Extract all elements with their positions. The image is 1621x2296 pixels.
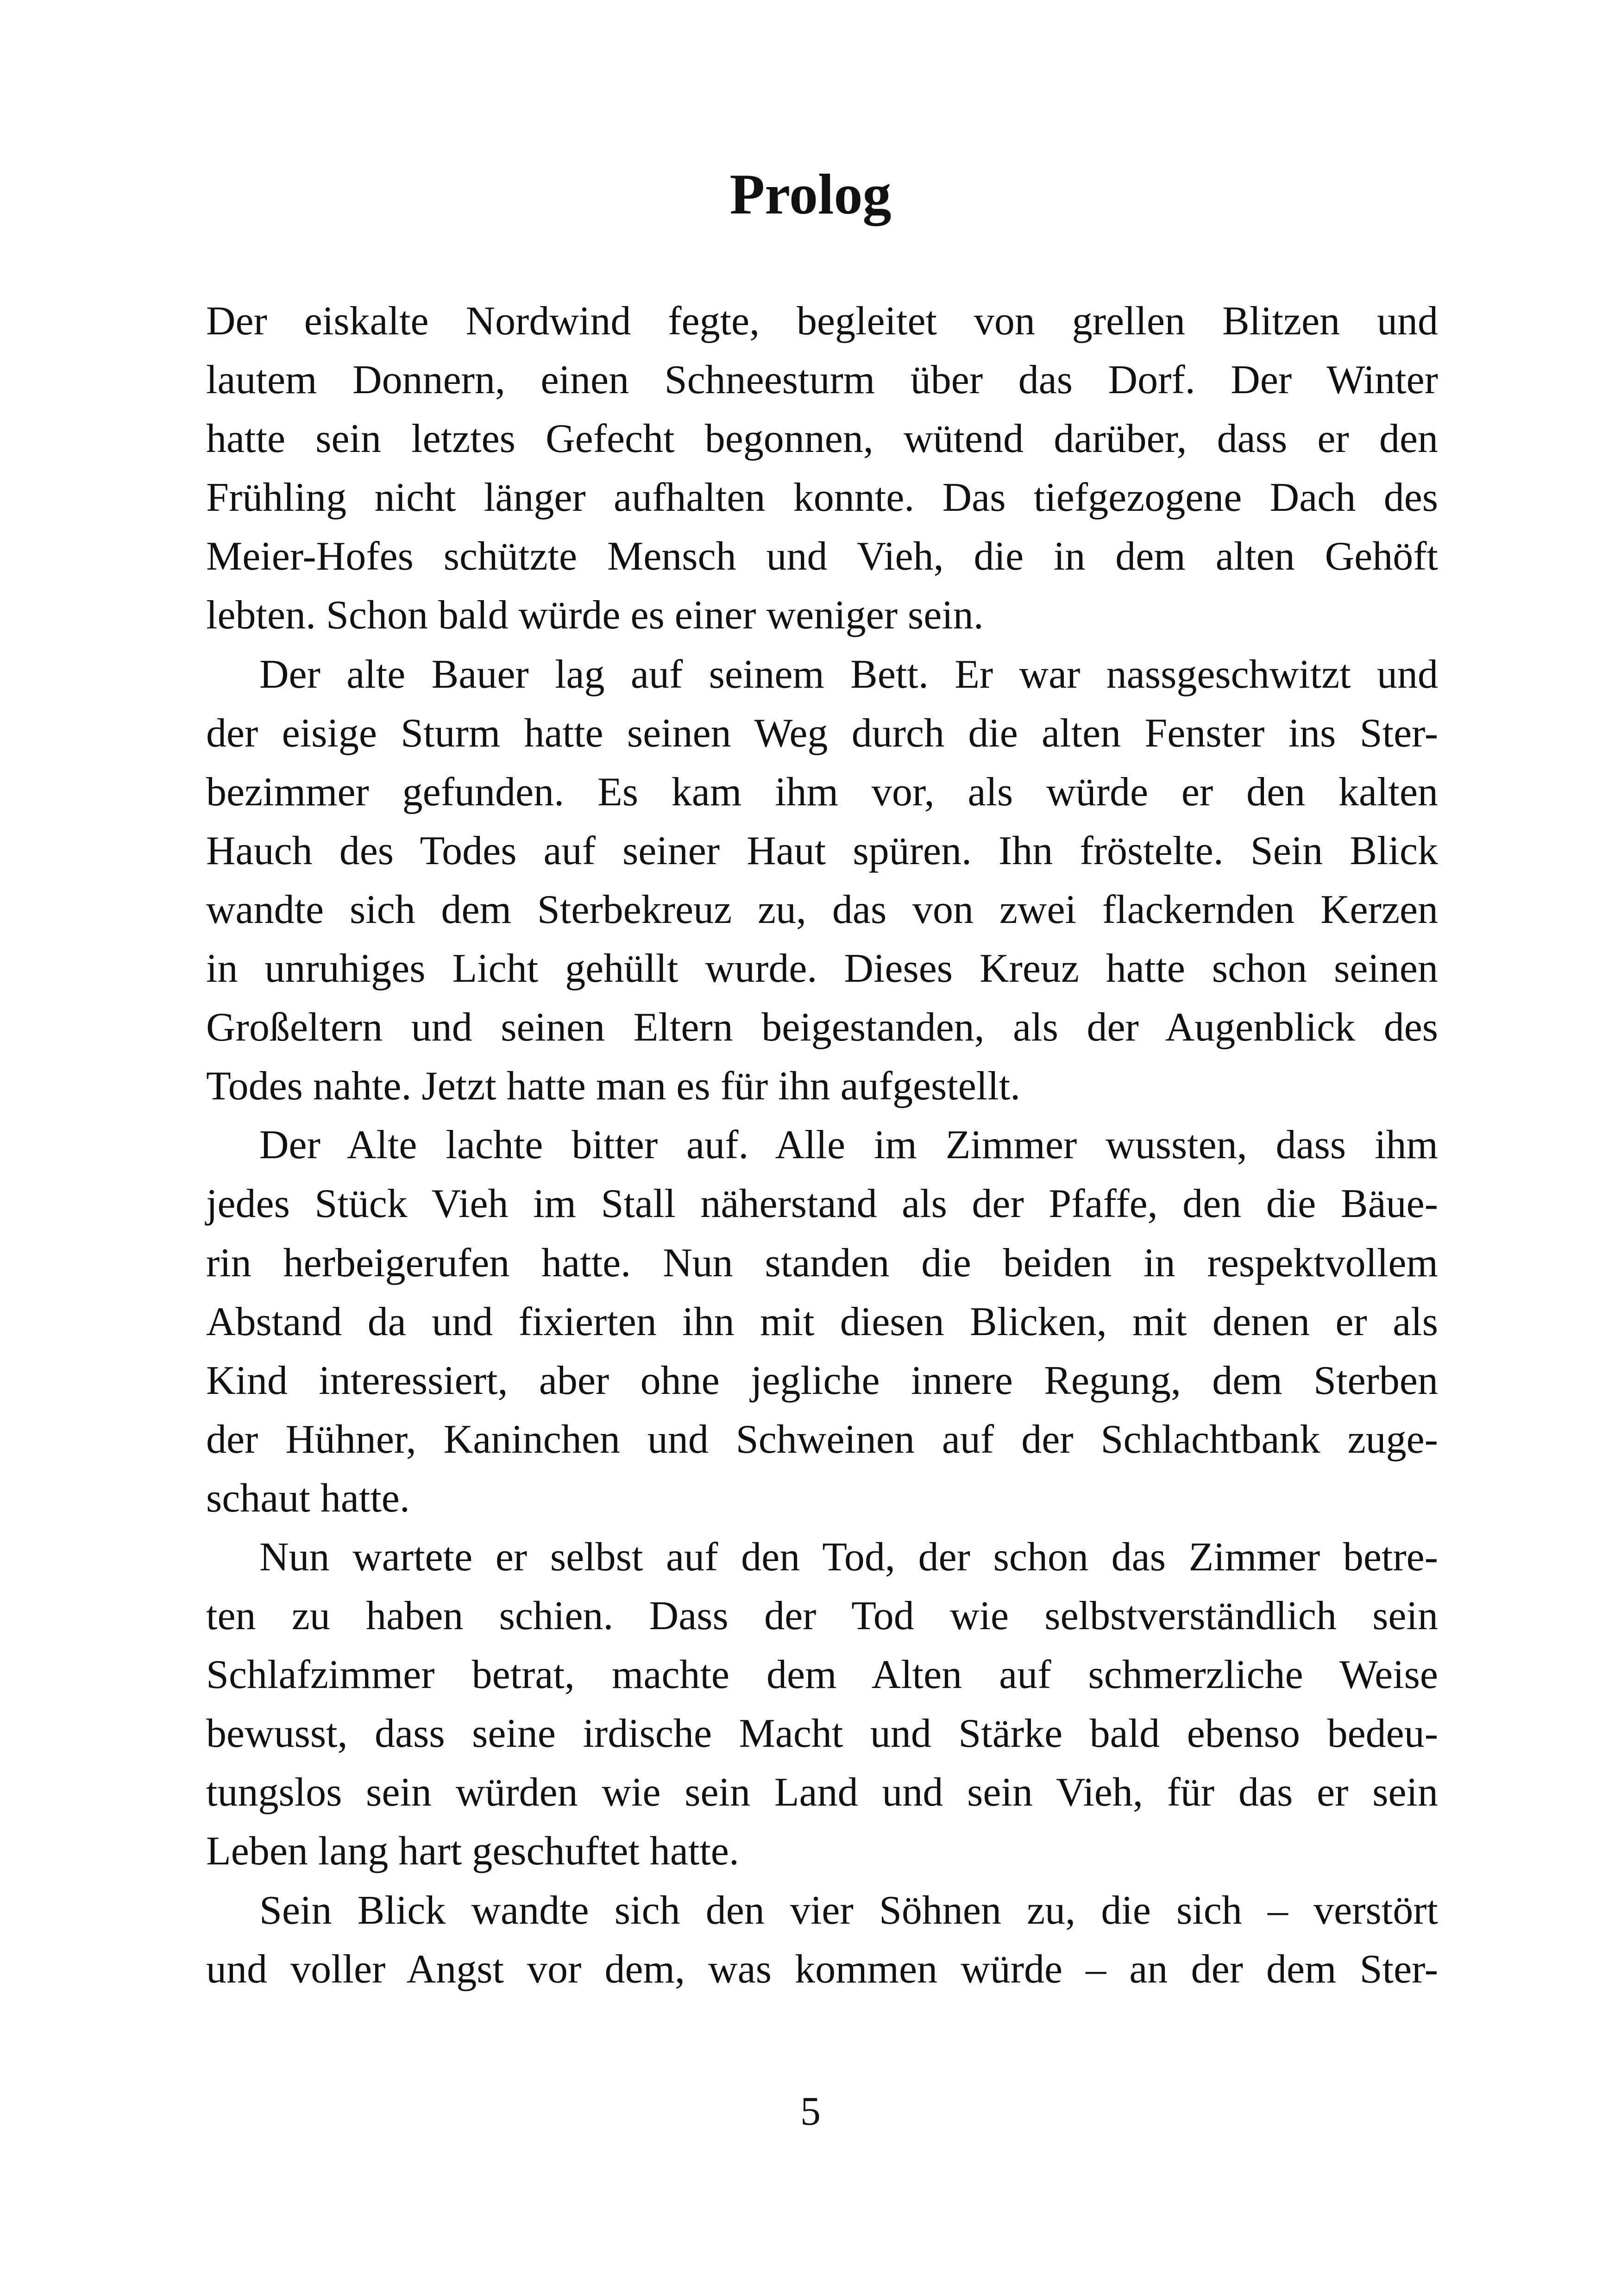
text-line: und voller Angst vor dem, was kommen würde – an der dem Ster- bbox=[206, 1946, 1438, 1992]
text-line: Großeltern und seinen Eltern beigestanden, als der Augenblick des bbox=[206, 1005, 1438, 1050]
text-line: ten zu haben schien. Dass der Tod wie selbstverständlich sein bbox=[206, 1593, 1438, 1639]
text-line: bezimmer gefunden. Es kam ihm vor, als würde er den kalten bbox=[206, 769, 1438, 815]
text-line: Der alte Bauer lag auf seinem Bett. Er war nassgeschwitzt und bbox=[259, 652, 1438, 697]
text-line: lautem Donnern, einen Schneesturm über das Dorf. Der Winter bbox=[206, 358, 1438, 403]
text-line: Hauch des Todes auf seiner Haut spüren. Ihn fröstelte. Sein Blick bbox=[206, 828, 1438, 873]
text-line: Schlafzimmer betrat, machte dem Alten auf schmerzliche Weise bbox=[206, 1652, 1438, 1698]
text-line: Leben lang hart geschuftet hatte. bbox=[206, 1829, 739, 1874]
text-line: jedes Stück Vieh im Stall näherstand als der Pfaffe, den die Bäue- bbox=[206, 1181, 1438, 1227]
text-line: der Hühner, Kaninchen und Schweinen auf der Schlachtbank zuge- bbox=[206, 1417, 1438, 1462]
text-line: wandte sich dem Sterbekreuz zu, das von zwei flackernden Kerzen bbox=[206, 887, 1438, 932]
text-line: Todes nahte. Jetzt hatte man es für ihn aufgestellt. bbox=[206, 1064, 1021, 1109]
text-line: Der eiskalte Nordwind fegte, begleitet von grellen Blitzen und bbox=[206, 299, 1438, 344]
text-line: bewusst, dass seine irdische Macht und Stärke bald ebenso bedeu- bbox=[206, 1711, 1438, 1757]
text-line: schaut hatte. bbox=[206, 1475, 410, 1521]
text-line: der eisige Sturm hatte seinen Weg durch die alten Fenster ins Ster- bbox=[206, 710, 1438, 756]
text-line: Frühling nicht länger aufhalten konnte. Das tiefgezogene Dach des bbox=[206, 475, 1438, 521]
page-number: 5 bbox=[800, 2089, 821, 2134]
chapter-title: Prolog bbox=[729, 163, 892, 226]
text-line: Meier-Hofes schützte Mensch und Vieh, die in dem alten Gehöft bbox=[206, 534, 1438, 579]
text-line: Kind interessiert, aber ohne jegliche innere Regung, dem Sterben bbox=[206, 1358, 1438, 1403]
text-line: Abstand da und fixierten ihn mit diesen Blicken, mit denen er als bbox=[206, 1299, 1438, 1344]
text-line: Der Alte lachte bitter auf. Alle im Zimmer wussten, dass ihm bbox=[259, 1123, 1438, 1168]
text-line: Nun wartete er selbst auf den Tod, der schon das Zimmer betre- bbox=[259, 1534, 1438, 1580]
text-line: in unruhiges Licht gehüllt wurde. Dieses Kreuz hatte schon seinen bbox=[206, 946, 1438, 991]
text-line: hatte sein letztes Gefecht begonnen, wütend darüber, dass er den bbox=[206, 416, 1438, 462]
text-line: lebten. Schon bald würde es einer weniger sein. bbox=[206, 593, 984, 638]
text-line: Sein Blick wandte sich den vier Söhnen zu, die sich – verstört bbox=[259, 1888, 1438, 1933]
body-text bbox=[206, 292, 1438, 1999]
text-line: tungslos sein würden wie sein Land und sein Vieh, für das er sein bbox=[206, 1770, 1438, 1815]
text-line: rin herbeigerufen hatte. Nun standen die beiden in respektvollem bbox=[206, 1240, 1438, 1286]
